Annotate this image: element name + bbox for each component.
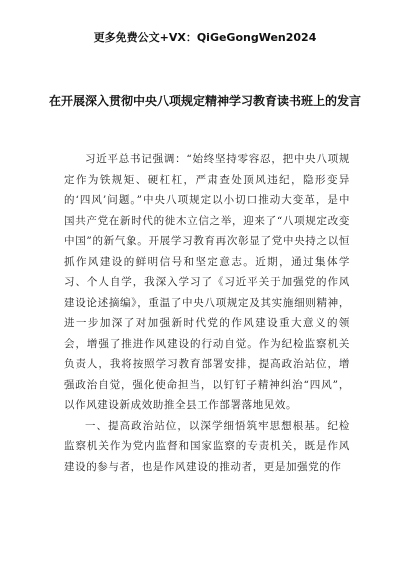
- body-paragraph: 一、提高政治站位，以深学细悟筑牢思想根基。纪检监察机关作为党内监督和国家监察的专责机关，既是作风建设的参与者，也是作风建设的推动者，更是加强党的作: [64, 419, 350, 473]
- document-body: [64, 149, 350, 477]
- document-title: 在开展深入贯彻中央八项规定精神学习教育读书班上的发言: [48, 94, 361, 108]
- promo-banner: 更多免费公文+VX：QiGeGongWen2024: [93, 31, 317, 44]
- body-paragraph: 习近平总书记强调：“始终坚持零容忍，把中央八项规定作为铁规矩、硬杠杠，严肃查处顶风违纪，隐形变异的‘四风’问题。”中央八项规定以小切口推动大变革，是中国共产党在新时代的徙木立信之举，迎来了“八项规定改变中国”的新气象。开展学习教育再次彰显了党中央持之以恒抓作风建设的鲜明信号和坚定意志。近期，通过集体学习、个人自学，我深入学习了《习近平关于加强党的作风建设论述摘编》，重温了中央八项规定及其实施细则精神，进一步加深了对加强新时代党的作风建设重大意义的领会，增强了推进作风建设的行动自觉。作为纪检监察机关负责人，我将按照学习教育部署安排，提高政治站位，增强政治自觉，强化使命担当，以钉钉子精神纠治“四风”，以作风建设新成效助推全县工作部署落地见效。: [64, 153, 350, 411]
